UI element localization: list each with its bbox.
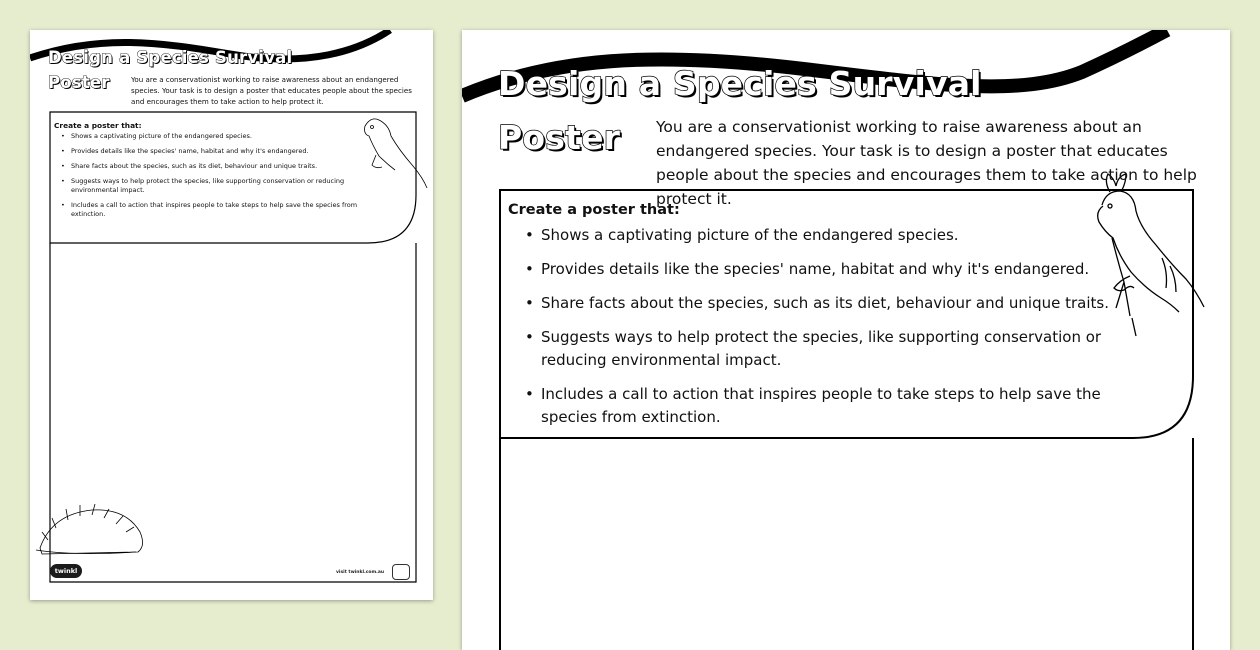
- instruction-list: [54, 132, 376, 225]
- worksheet-title: [498, 64, 982, 103]
- list-item: • Shows a captivating picture of the endangered species.: [54, 132, 376, 141]
- list-item: • Share facts about the species, such as its diet, behaviour and unique traits.: [54, 162, 376, 171]
- title-line-1: Design a Species Survival: [48, 48, 293, 67]
- worksheet-title-line-2: [48, 73, 110, 92]
- box-heading: Create a poster that:: [54, 121, 142, 130]
- brand-badge-icon: [392, 564, 410, 580]
- list-item: • Provides details like the species' name, habitat and why it's endangered.: [54, 147, 376, 156]
- title-line-2: Poster: [48, 73, 110, 92]
- list-item: • Includes a call to action that inspires people to take steps to help save the species from extinction.: [508, 383, 1156, 429]
- list-item: • Suggests ways to help protect the species, like supporting conservation or reducing environmental impact.: [508, 326, 1156, 372]
- list-item: • Provides details like the species' name, habitat and why it's endangered.: [508, 258, 1156, 281]
- title-line-1: Design a Species Survival: [498, 64, 982, 103]
- instruction-list: [508, 224, 1156, 440]
- echidna-illustration: [36, 504, 143, 554]
- list-item: • Includes a call to action that inspires people to take steps to help save the species from extinction.: [54, 201, 376, 219]
- brand-logo: twinkl: [50, 564, 82, 578]
- page-decoration: [30, 30, 433, 600]
- worksheet-thumbnail[interactable]: [30, 30, 433, 600]
- worksheet-page: [462, 30, 1230, 650]
- list-item: • Shows a captivating picture of the endangered species.: [508, 224, 1156, 247]
- intro-paragraph: You are a conservationist working to raise awareness about an endangered species. Your task is to design a poster that educates people about the species and encourages them to take action to help protect it.: [131, 75, 412, 106]
- site-url: visit twinkl.com.au: [336, 570, 385, 575]
- intro-paragraph: You are a conservationist working to raise awareness about an endangered species. Your task is to design a poster that educates people about the species and encourages them to take action to help protect it.: [656, 118, 1197, 208]
- list-item: • Share facts about the species, such as its diet, behaviour and unique traits.: [508, 292, 1156, 315]
- worksheet-title: [48, 48, 292, 67]
- title-line-2: Poster: [498, 118, 621, 157]
- worksheet-title-line-2: [498, 118, 620, 157]
- list-item: • Suggests ways to help protect the species, like supporting conservation or reducing environmental impact.: [54, 177, 376, 195]
- box-heading: Create a poster that:: [508, 202, 680, 218]
